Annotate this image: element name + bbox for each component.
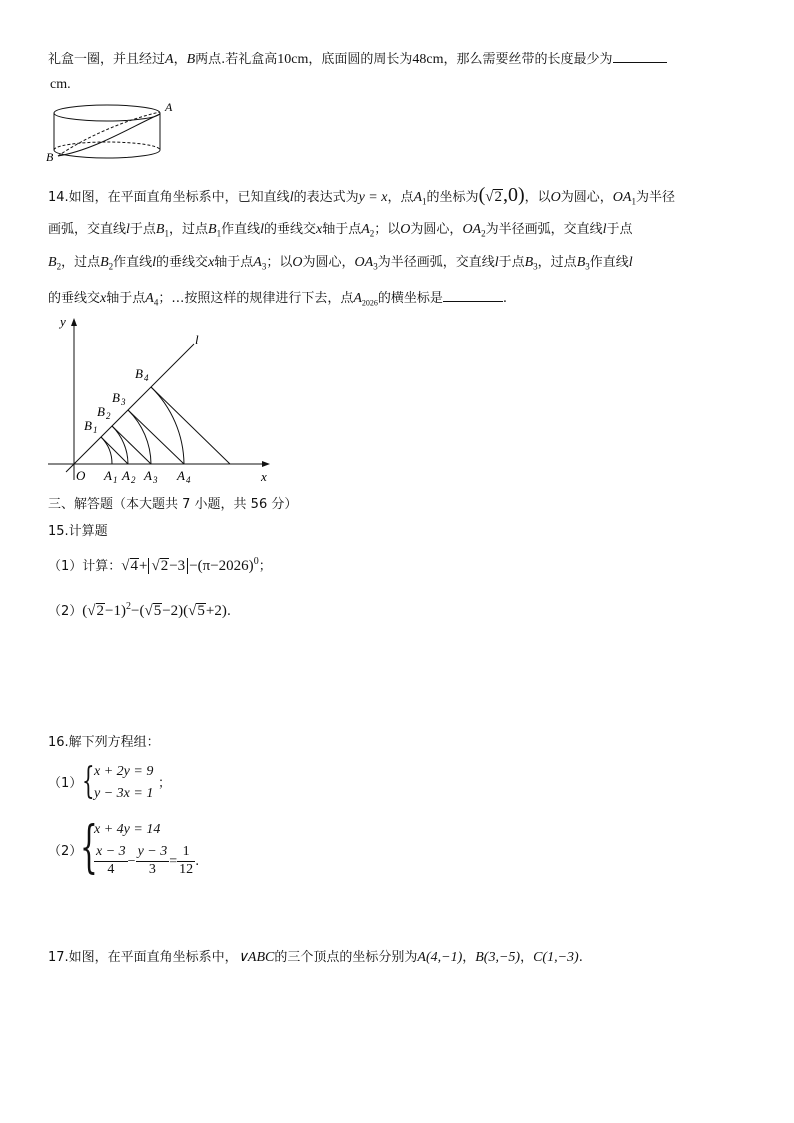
q15-p1-sqrt2: 2 bbox=[160, 558, 169, 574]
fig-label-b: B bbox=[46, 150, 54, 164]
q17-text-a: 17.如图，在平面直角坐标系中， bbox=[48, 950, 238, 965]
q17-point-b: B(3,−5) bbox=[475, 950, 521, 965]
q14-l4c: ；…按照这样的规律进行下去，点 bbox=[158, 291, 354, 306]
q14-l2i: 为半径画弧，交直线 bbox=[485, 222, 603, 237]
q14-a1-sub: 1 bbox=[422, 196, 427, 207]
label-a1: A bbox=[104, 468, 112, 483]
fig-label-a: A bbox=[165, 100, 173, 114]
q13-cylinder-figure bbox=[44, 98, 184, 168]
cylinder-top bbox=[54, 105, 160, 121]
q14-l3-o: O bbox=[292, 255, 303, 270]
q14-l3e: ；以 bbox=[266, 255, 293, 270]
q14-a1: A bbox=[413, 190, 423, 205]
q14-l2-x: x bbox=[315, 222, 323, 237]
label-a2: A bbox=[122, 468, 130, 483]
line-l bbox=[66, 344, 194, 472]
q13-unit-end: . bbox=[67, 77, 71, 92]
label-b1: B bbox=[84, 418, 92, 433]
q14-point-text: ，点 bbox=[387, 190, 414, 205]
q16-p2-eq: = bbox=[169, 853, 178, 869]
q14-l3d: 轴于点 bbox=[214, 255, 254, 270]
q17-point-a: A(4,−1) bbox=[417, 950, 463, 965]
q15-p1-label: （1）计算： bbox=[48, 559, 122, 574]
arc-4 bbox=[151, 387, 184, 464]
q14-l2f: 轴于点 bbox=[322, 222, 362, 237]
q16-p2-label: （2） bbox=[48, 844, 83, 859]
q14-l3-l3: l bbox=[628, 255, 633, 270]
q17-end: . bbox=[578, 950, 583, 965]
q14-b2: B bbox=[48, 255, 57, 270]
q14-coord-open: ( bbox=[478, 184, 486, 206]
q14-center-text: ，以 bbox=[524, 190, 551, 205]
q13-text-d: ，那么需要丝带的长度最少为 bbox=[443, 52, 613, 67]
section-3-heading: 三、解答题（本大题共 7 小题，共 56 分） bbox=[48, 497, 298, 512]
q13-text-b: 两点.若礼盒高 bbox=[195, 52, 278, 67]
q14-l4-end: . bbox=[502, 291, 508, 306]
q17-triangle: ∨ABC bbox=[237, 950, 275, 965]
q14-l2b: 于点 bbox=[129, 222, 156, 237]
q14-l4a: 的垂线交 bbox=[48, 291, 101, 306]
q14-a3-sub: 3 bbox=[261, 261, 267, 272]
q17-sep2: ， bbox=[520, 950, 534, 965]
q14-oa2-sub: 2 bbox=[481, 228, 486, 239]
q13-line1 bbox=[48, 50, 667, 69]
q14-expr-label: 的表达式为 bbox=[293, 190, 359, 205]
q14-coord: (√2,0) bbox=[478, 184, 525, 206]
q14-l2g: ；以 bbox=[374, 222, 401, 237]
q15-p2-open: ( bbox=[82, 603, 88, 619]
q14-coord-label: 的坐标为 bbox=[426, 190, 479, 205]
q15-p1-exp: 0 bbox=[253, 556, 259, 567]
label-a4-sub: 4 bbox=[186, 475, 191, 484]
arc-2 bbox=[112, 426, 128, 464]
q15-p1-sqrt4: 4 bbox=[130, 558, 139, 574]
q17-line bbox=[48, 950, 583, 967]
label-x: x bbox=[261, 469, 267, 484]
q15-p2-expr: $(√2-1)^2-(√5-2)(√5+2)$ bbox=[82, 601, 227, 619]
q16-p2-f1-num: x − 3 bbox=[94, 844, 128, 862]
q16-p2-frac3 bbox=[177, 844, 195, 879]
y-axis-arrow bbox=[71, 318, 77, 326]
q14-b1b: B bbox=[208, 222, 217, 237]
q13-point-b: B bbox=[186, 52, 196, 67]
arc-3 bbox=[128, 410, 151, 464]
q17-point-c: C(1,−3) bbox=[533, 950, 579, 965]
cylinder-bottom-front bbox=[54, 150, 160, 158]
q16-p2-f3-num: 1 bbox=[177, 844, 195, 862]
q14-b2b-sub: 2 bbox=[108, 261, 114, 272]
perp-b1-a2 bbox=[101, 437, 128, 464]
q14-l3-x: x bbox=[208, 255, 215, 270]
q14-b2-sub: 2 bbox=[56, 261, 62, 272]
q16-p2-frac2 bbox=[136, 844, 170, 879]
q14-b3: B bbox=[524, 255, 534, 270]
q15-p2-sq: 2 bbox=[125, 601, 131, 612]
q14-l2a: 画弧，交直线 bbox=[48, 222, 127, 237]
q16-p2-f1-den: 4 bbox=[107, 861, 115, 877]
q13-point-a: A bbox=[165, 52, 174, 67]
q14-l4-x: x bbox=[100, 291, 107, 306]
q15-p2-m2: −2)( bbox=[162, 603, 189, 619]
q14-oa1: OA bbox=[612, 190, 632, 205]
q14-a3: A bbox=[253, 255, 262, 270]
q14-l2-l3: l bbox=[602, 222, 607, 237]
q14-oa3: OA bbox=[354, 255, 374, 270]
q15-p1-minus3: −3 bbox=[169, 558, 186, 574]
q15-p1-plus: + bbox=[139, 558, 148, 574]
q14-a4-sub: 4 bbox=[153, 297, 159, 308]
q14-line2 bbox=[48, 222, 633, 239]
q16-p1-label: （1） bbox=[48, 776, 83, 791]
label-a4: A bbox=[177, 468, 185, 483]
q14-l3c: 的垂线交 bbox=[156, 255, 209, 270]
x-axis-arrow bbox=[262, 461, 270, 467]
q15-p1-expr: $√4+ √2-3 -(\pi-2026)^0$ bbox=[121, 556, 259, 574]
q14-l4b: 轴于点 bbox=[106, 291, 146, 306]
q17-sep1: ， bbox=[462, 950, 476, 965]
cylinder-bottom-back bbox=[54, 142, 160, 150]
q16-p1-end: ； bbox=[158, 776, 172, 791]
q14-l4d: 的横坐标是 bbox=[377, 291, 443, 306]
perp-b4-a5 bbox=[151, 387, 230, 464]
label-b3-sub: 3 bbox=[121, 397, 126, 407]
q14-l3f: 为圆心， bbox=[302, 255, 355, 270]
q14-b2b: B bbox=[100, 255, 109, 270]
label-b4: B bbox=[135, 366, 143, 381]
q13-unit: cm bbox=[50, 77, 68, 92]
q14-answer-blank bbox=[443, 289, 503, 302]
q14-b1b-sub: 1 bbox=[216, 228, 222, 239]
ribbon-front bbox=[58, 114, 160, 156]
q16-p1-eq1: x + 2y = 9 bbox=[94, 764, 154, 779]
q16-p2-minus: − bbox=[127, 853, 136, 869]
q15-p2-minus: −( bbox=[130, 603, 145, 619]
q14-b3b: B bbox=[576, 255, 586, 270]
q14-l3h: 于点 bbox=[498, 255, 525, 270]
q14-line1 bbox=[48, 183, 675, 207]
q16-p2-f3-den: 12 bbox=[179, 861, 194, 877]
q14-l3g: 为半径画弧，交直线 bbox=[377, 255, 495, 270]
q13-perimeter: 48cm bbox=[412, 52, 444, 67]
q14-l3a: ，过点 bbox=[61, 255, 101, 270]
q14-l2h: 为圆心， bbox=[410, 222, 463, 237]
q15-p1-minus: − bbox=[189, 558, 198, 574]
q14-a2-sub: 2 bbox=[369, 228, 375, 239]
label-a1-sub: 1 bbox=[113, 475, 118, 484]
q14-a2: A bbox=[361, 222, 370, 237]
q13-sep: ， bbox=[173, 52, 187, 67]
arc-1 bbox=[101, 437, 112, 464]
q14-b3-sub: 3 bbox=[533, 261, 538, 272]
q15-title: 15.计算题 bbox=[48, 524, 108, 539]
q14-b3b-sub: 3 bbox=[585, 261, 590, 272]
q15-p1-paren: (π−2026) bbox=[197, 558, 254, 574]
q14-b1: B bbox=[155, 222, 165, 237]
q14-l2-l: l bbox=[126, 222, 130, 237]
q14-l2e: 的垂线交 bbox=[263, 222, 316, 237]
q15-part1 bbox=[48, 556, 272, 575]
q14-b1-sub: 1 bbox=[164, 228, 169, 239]
label-b3: B bbox=[112, 390, 120, 405]
q15-p1-end: ； bbox=[258, 559, 272, 574]
label-y: y bbox=[60, 314, 66, 329]
label-b4-sub: 4 bbox=[144, 373, 149, 383]
q15-p2-label: （2） bbox=[48, 604, 83, 619]
q14-a2026: A bbox=[353, 291, 362, 306]
q15-p2-p2: +2) bbox=[205, 603, 227, 619]
q13-text-c: ，底面圆的周长为 bbox=[308, 52, 413, 67]
q16-p1-eq2: y − 3x = 1 bbox=[94, 786, 154, 801]
q17-text-b: 的三个顶点的坐标分别为 bbox=[274, 950, 418, 965]
q16-p2-eq2 bbox=[94, 844, 199, 879]
q15-part2 bbox=[48, 601, 231, 620]
q16-p1-brace: { bbox=[82, 761, 95, 802]
label-a3: A bbox=[144, 468, 152, 483]
q14-l3-l2: l bbox=[494, 255, 499, 270]
q14-oa2: OA bbox=[462, 222, 482, 237]
q14-intro: 14.如图，在平面直角坐标系中，已知直线 bbox=[48, 190, 290, 205]
q14-l3-l: l bbox=[152, 255, 157, 270]
q14-l2-l2: l bbox=[260, 222, 264, 237]
q13-height: 10cm bbox=[277, 52, 309, 67]
q16-p2-f2-num: y − 3 bbox=[136, 844, 170, 862]
q14-a4: A bbox=[145, 291, 154, 306]
label-a2-sub: 2 bbox=[131, 475, 136, 484]
q15-p1-abs: √2−3 bbox=[148, 558, 188, 574]
q14-coordinate-figure bbox=[44, 312, 284, 484]
q15-p2-sqrt5b: 5 bbox=[197, 603, 205, 619]
label-b2: B bbox=[97, 404, 105, 419]
q14-l3j: 作直线 bbox=[589, 255, 629, 270]
perp-b2-a3 bbox=[112, 426, 151, 464]
q16-p2-eq1: x + 4y = 14 bbox=[94, 822, 161, 837]
q14-sqrt2: 2 bbox=[494, 189, 502, 205]
q14-radius-text: 为半径 bbox=[635, 190, 675, 205]
label-o: O bbox=[76, 468, 86, 483]
label-a3-sub: 3 bbox=[153, 475, 158, 484]
label-b2-sub: 2 bbox=[106, 411, 111, 421]
q16-p2-f2-den: 3 bbox=[148, 861, 156, 877]
q16-p2-end: . bbox=[195, 853, 200, 869]
q15-p2-sqrt2: 2 bbox=[96, 603, 105, 619]
q14-line3 bbox=[48, 255, 633, 272]
q14-line4 bbox=[48, 289, 507, 308]
q14-l: l bbox=[289, 190, 294, 205]
label-b1-sub: 1 bbox=[93, 425, 98, 435]
q15-p2-m1: −1) bbox=[105, 603, 126, 619]
q14-l2-o: O bbox=[400, 222, 411, 237]
q14-l2j: 于点 bbox=[606, 222, 633, 237]
q14-center-text2: 为圆心， bbox=[560, 190, 613, 205]
q14-expr: y = x bbox=[358, 190, 388, 205]
q14-coord-rest: ,0) bbox=[502, 184, 525, 206]
q14-l2d: 作直线 bbox=[221, 222, 261, 237]
q14-oa3-sub: 3 bbox=[373, 261, 378, 272]
q14-l3i: ，过点 bbox=[537, 255, 577, 270]
q14-l2c: ，过点 bbox=[168, 222, 208, 237]
perp-b3-a4 bbox=[128, 410, 184, 464]
q16-title: 16.解下列方程组： bbox=[48, 735, 160, 750]
q15-p2-sqrt5a: 5 bbox=[153, 603, 162, 619]
q16-p2-brace: { bbox=[80, 815, 98, 880]
q13-text-a: 礼盒一圈，并且经过 bbox=[48, 52, 166, 67]
q15-p2-end: . bbox=[226, 604, 231, 619]
q16-p2-frac1 bbox=[94, 844, 128, 879]
q13-unit-line bbox=[50, 77, 71, 94]
q14-a2026-sub: 2026 bbox=[361, 298, 378, 308]
q14-l3b: 作直线 bbox=[113, 255, 153, 270]
label-l: l bbox=[195, 332, 199, 347]
q14-o: O bbox=[550, 190, 561, 205]
q13-answer-blank bbox=[613, 50, 667, 63]
q14-oa1-sub: 1 bbox=[631, 196, 636, 207]
